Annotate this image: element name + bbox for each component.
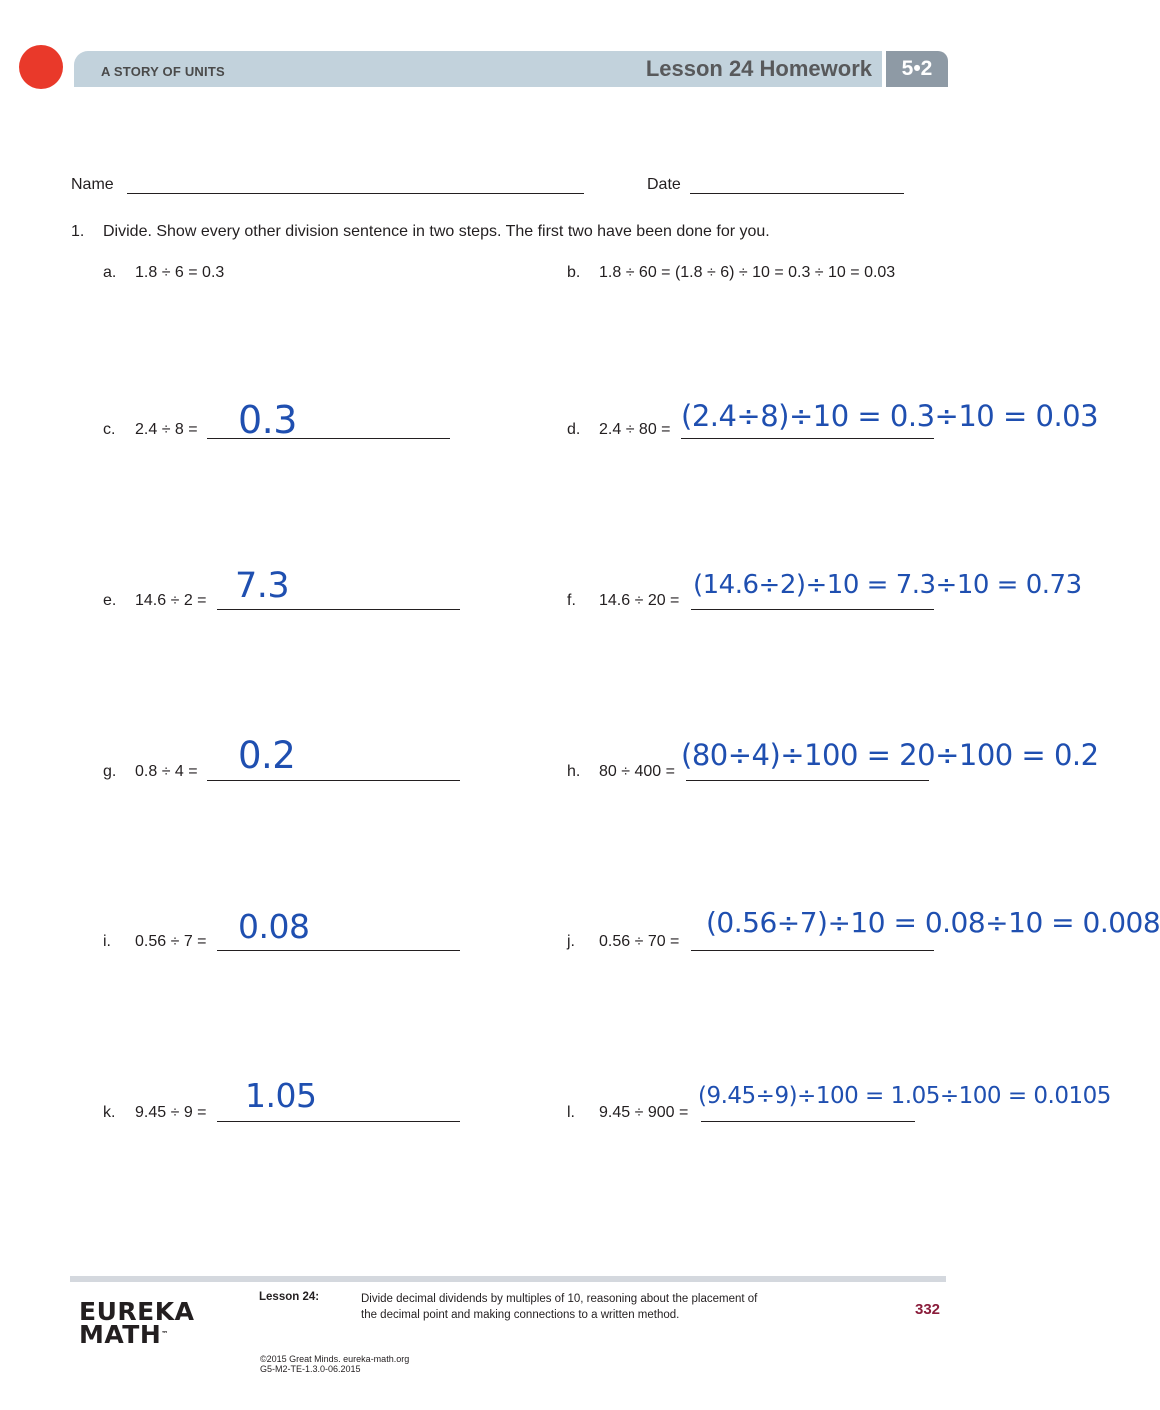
page-number: 332 [915, 1301, 941, 1318]
footer-divider [70, 1276, 946, 1282]
footer-lesson-label: Lesson 24: [259, 1291, 320, 1303]
lesson-title: Lesson 24 Homework [645, 56, 872, 81]
handwritten-answer: 0.3 [238, 398, 297, 442]
problem-expression: 0.56 ÷ 7 = [135, 933, 207, 950]
problem-expression: 0.8 ÷ 4 = [135, 763, 198, 780]
problem-letter: c. [103, 421, 116, 438]
answer-line[interactable] [217, 609, 460, 610]
problem-letter: a. [103, 264, 117, 281]
name-label: Name [71, 176, 114, 193]
handwritten-answer: (80÷4)÷100 = 20÷100 = 0.2 [681, 738, 1099, 772]
handwritten-answer: (14.6÷2)÷10 = 7.3÷10 = 0.73 [693, 570, 1082, 600]
problem-letter: f. [567, 592, 576, 609]
problem-expression: 9.45 ÷ 900 = [599, 1104, 689, 1121]
problem-expression: 1.8 ÷ 60 = (1.8 ÷ 6) ÷ 10 = 0.3 ÷ 10 = 0.03 [599, 264, 896, 281]
problem-letter: d. [567, 421, 581, 438]
handwritten-answer: 7.3 [235, 566, 290, 606]
handwritten-answer: 0.08 [238, 907, 310, 946]
answer-line[interactable] [701, 1121, 915, 1122]
answer-line[interactable] [217, 1121, 460, 1122]
grade-badge: 5•2 [886, 51, 948, 87]
name-field[interactable] [127, 193, 584, 194]
problem-letter: l. [567, 1104, 575, 1121]
problem-expression: 14.6 ÷ 2 = [135, 592, 207, 609]
handwritten-answer: (9.45÷9)÷100 = 1.05÷100 = 0.0105 [698, 1083, 1111, 1109]
date-field[interactable] [690, 193, 904, 194]
logo-line-1: EUREKA [79, 1297, 195, 1326]
question-number: 1. [71, 223, 85, 240]
problem-letter: j. [567, 933, 575, 950]
footer-description: Divide decimal dividends by multiples of 10, reasoning about the placement of the decimal point and making connections to a written method. [361, 1293, 758, 1321]
problem-expression: 14.6 ÷ 20 = [599, 592, 680, 609]
trademark-symbol: ™ [161, 1330, 169, 1338]
problem-expression: 2.4 ÷ 8 = [135, 421, 198, 438]
copyright [260, 1354, 409, 1374]
brand-dot-icon [19, 45, 63, 89]
question-prompt: Divide. Show every other division sentence in two steps. The first two have been done for you. [103, 223, 770, 240]
problem-expression: 9.45 ÷ 9 = [135, 1104, 207, 1121]
problem-expression: 0.56 ÷ 70 = [599, 933, 680, 950]
answer-line[interactable] [686, 780, 929, 781]
eureka-math-logo [79, 1297, 195, 1349]
problem-letter: g. [103, 763, 117, 780]
problem-expression: 80 ÷ 400 = [599, 763, 675, 780]
handwritten-answer: (0.56÷7)÷10 = 0.08÷10 = 0.008 [706, 906, 1160, 939]
story-label: A STORY OF UNITS [101, 64, 225, 79]
answer-line[interactable] [681, 438, 934, 439]
problem-letter: k. [103, 1104, 116, 1121]
answer-line[interactable] [691, 950, 934, 951]
copyright-line: ©2015 Great Minds. eureka-math.org [260, 1354, 410, 1364]
handwritten-answer: 1.05 [245, 1076, 317, 1115]
problem-expression: 1.8 ÷ 6 = 0.3 [135, 264, 225, 281]
problem-letter: h. [567, 763, 581, 780]
answer-line[interactable] [217, 950, 460, 951]
document-code: G5-M2-TE-1.3.0-06.2015 [260, 1364, 361, 1374]
handwritten-answer: 0.2 [238, 734, 296, 777]
problem-expression: 2.4 ÷ 80 = [599, 421, 671, 438]
logo-line-2: MATH™ [79, 1320, 169, 1349]
problem-letter: b. [567, 264, 581, 281]
handwritten-answer: (2.4÷8)÷10 = 0.3÷10 = 0.03 [681, 399, 1099, 433]
date-label: Date [647, 176, 681, 193]
problem-letter: i. [103, 933, 111, 950]
problem-letter: e. [103, 592, 117, 609]
answer-line[interactable] [207, 780, 460, 781]
answer-line[interactable] [691, 609, 934, 610]
